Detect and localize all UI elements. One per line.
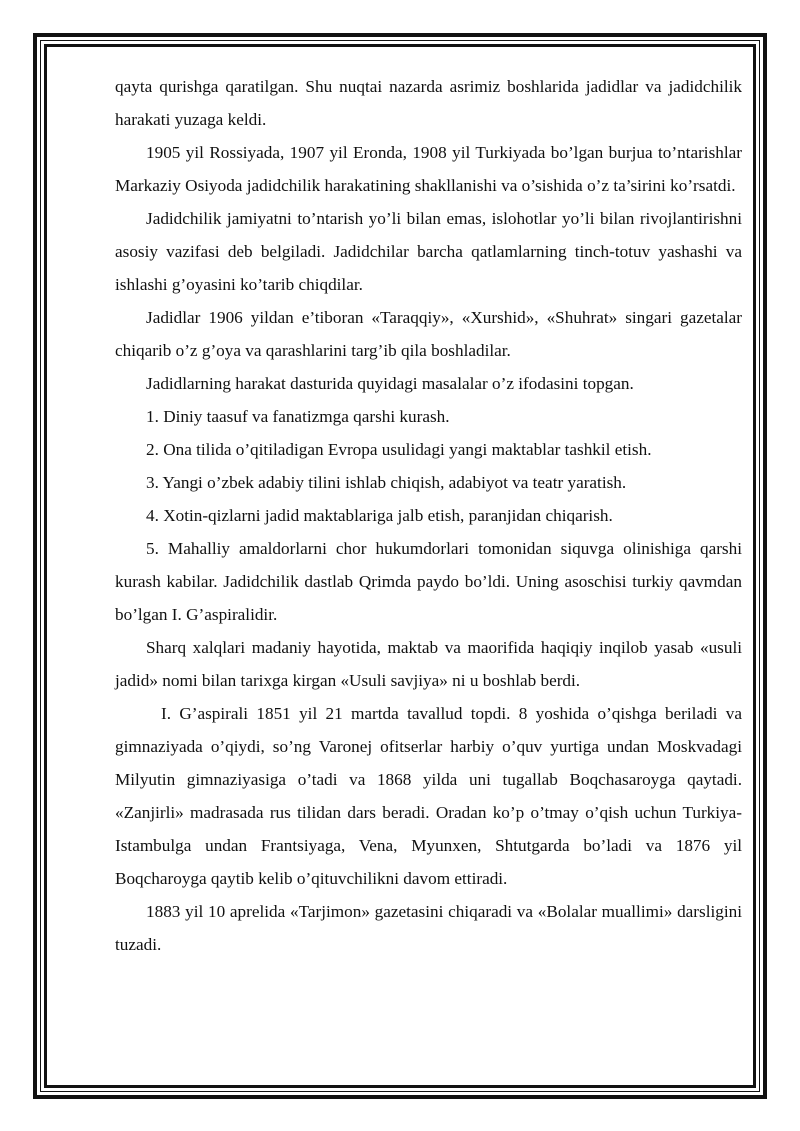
list-item-4: 4. Xotin-qizlarni jadid maktablariga jalb etish, paranjidan chiqarish. — [146, 506, 613, 525]
paragraph-usuli-jadid: Sharq xalqlari madaniy hayotida, maktab va maorifida haqiqiy inqilob yasab «usuli jadid» nomi bilan tarixga kirgan «Usuli savjiya» ni u boshlab berdi. — [115, 638, 742, 690]
paragraph-revolutions: 1905 yil Rossiyada, 1907 yil Eronda, 1908 yil Turkiyada bo’lgan burjua to’ntarishlar Markaziy Osiyoda jadidchilik harakatining shakllanishi va o’sishida o’z ta’sirini ko’rsatdi. — [115, 143, 742, 195]
list-item-2: 2. Ona tilida o’qitiladigan Evropa usulidagi yangi maktablar tashkil etish. — [146, 440, 652, 459]
paragraph-continuation: qayta qurishga qaratilgan. Shu nuqtai nazarda asrimiz boshlarida jadidlar va jadidchilik harakati yuzaga keldi. — [115, 77, 742, 129]
list-item-3: 3. Yangi o’zbek adabiy tilini ishlab chiqish, adabiyot va teatr yaratish. — [146, 473, 627, 492]
paragraph-jadidism-goals: Jadidchilik jamiyatni to’ntarish yo’li bilan emas, islohotlar yo’li bilan rivojlantirishni asosiy vazifasi deb belgiladi. Jadidchilar barcha qatlamlarning tinch-totuv yashashi va ishlashi g’oyasini ko’tarib chiqdilar. — [115, 209, 742, 294]
list-item-5: 5. Mahalliy amaldorlarni chor hukumdorlari tomonidan siquvga olinishiga qarshi kurash kabilar. Jadidchilik dastlab Qrimda paydo bo’ldi. Uning asoschisi turkiy qavmdan bo’lgan I. G’aspiralidir. — [115, 539, 742, 624]
document-body — [115, 70, 742, 961]
paragraph-newspapers: Jadidlar 1906 yildan e’tiboran «Taraqqiy», «Xurshid», «Shuhrat» singari gazetalar chiqarib o’z g’oya va qarashlarini targ’ib qila boshladilar. — [115, 308, 742, 360]
paragraph-program-intro: Jadidlarning harakat dasturida quyidagi masalalar o’z ifodasini topgan. — [146, 374, 634, 393]
paragraph-tarjimon: 1883 yil 10 aprelida «Tarjimon» gazetasini chiqaradi va «Bolalar muallimi» darsligini tuzadi. — [115, 902, 742, 954]
list-item-1: 1. Diniy taasuf va fanatizmga qarshi kurash. — [146, 407, 450, 426]
paragraph-gaspirali-biography: I. G’aspirali 1851 yil 21 martda tavallud topdi. 8 yoshida o’qishga beriladi va gimnaziyada o’qiydi, so’ng Varonej ofitserlar harbiy o’quv yurtiga undan Moskvadagi Milyutin gimnaziyasiga o’tadi va 1868 yilda uni tugallab Boqchasaroyga qaytadi. «Zanjirli» madrasada rus tilidan dars beradi. Oradan ko’p o’tmay o’qish uchun Turkiya-Istambulga undan Frantsiyaga, Vena, Myunxen, Shtutgarda bo’ladi va 1876 yil Boqcharoyga qaytib kelib o’qituvchilikni davom ettiradi. — [115, 704, 742, 888]
